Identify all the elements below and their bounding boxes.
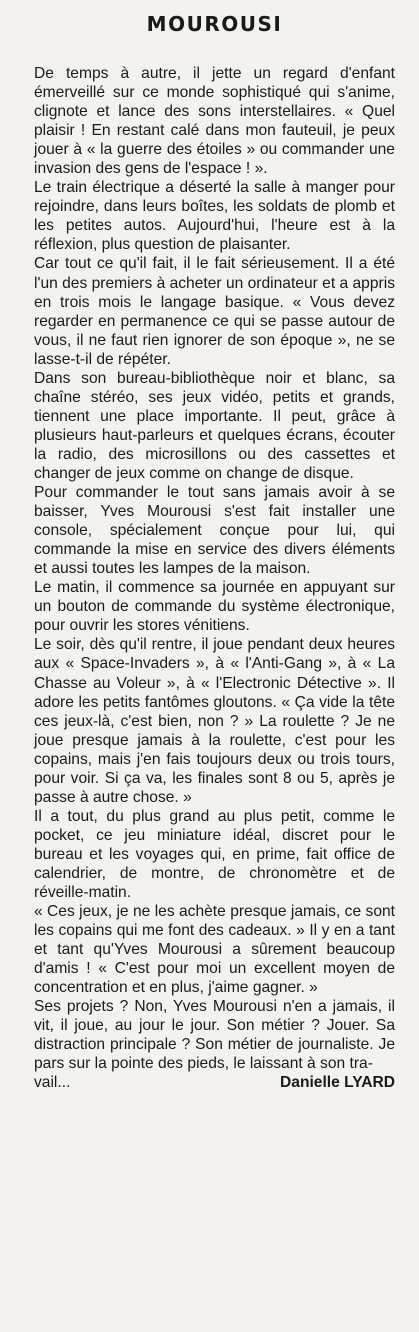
paragraph: Pour commander le tout sans jamais avoir à se baisser, Yves Mourousi s'est fait installer une console, spécialement conçue pour lui, qui commande la mise en service des divers éléments et aussi toutes les lampes de la maison. [34,484,395,578]
paragraph: Car tout ce qu'il fait, il le fait sérieusement. Il a été l'un des premiers à acheter un ordinateur et a appris en trois mois le langage basique. « Vous devez regarder en permanence ce qui se passe autour de vous, il ne faut rien ignorer de son époque », ne se lasse-t-il de répéter. [34,255,395,368]
paragraph: Dans son bureau-bibliothèque noir et blanc, sa chaîne stéréo, ses jeux vidéo, petits et grands, tiennent une place importante. Il peut, grâce à plusieurs haut-parleurs et quelques écrans, écouter la radio, des microsillons ou des cassettes et changer de jeux comme on change de disque. [34,369,395,482]
page-title: MOUROUSI [146,12,283,36]
paragraph: Ses projets ? Non, Yves Mourousi n'en a jamais, il vit, il joue, au jour le jour. Son métier ? Jouer. Sa distraction principale ? Son métier de journaliste. Je pars sur la pointe des pieds, le laissant à son tra- [34,998,395,1073]
author-signature: Danielle LYARD [280,1074,395,1092]
article-body [34,64,395,1093]
closing-fragment: vail... [34,1074,71,1092]
paragraph: Le train électrique a déserté la salle à manger pour rejoindre, dans leurs boîtes, les soldats de plomb et les petites autos. Aujourd'hui, l'heure est à la réflexion, plus question de plaisanter. [34,179,395,254]
paragraph: De temps à autre, il jette un regard d'enfant émerveillé sur ce monde sophistiqué qui s'anime, clignote et lance des sons interstellaires. « Quel plaisir ! En restant calé dans mon fauteuil, je peux jouer à « la guerre des étoiles » ou commander une invasion des gens de l'espace ! ». [34,65,395,178]
paragraph: Le matin, il commence sa journée en appuyant sur un bouton de commande du système électronique, pour ouvrir les stores vénitiens. [34,579,395,635]
paragraph: Il a tout, du plus grand au plus petit, comme le pocket, ce jeu miniature idéal, discret pour le bureau et les voyages qui, en prime, fait office de calendrier, de montre, de chronomètre et de réveille-matin. [34,807,395,902]
paragraph: « Ces jeux, je ne les achète presque jamais, ce sont les copains qui me font des cadeaux. » Il y en a tant et tant qu'Yves Mourousi a sûrement beaucoup d'amis ! « C'est pour moi un excellent moyen de concentration et en plus, j'aime gagner. » [34,903,395,997]
closing-line [34,1073,395,1092]
paragraph: Le soir, dès qu'il rentre, il joue pendant deux heures aux « Space-Invaders », à « l'Anti-Gang », à « La Chasse au Voleur », à « l'Electronic Détective ». Il adore les petits fantômes gloutons. « Ça vide la tête ces jeux-là, c'est bien, non ? » La roulette ? Je ne joue presque jamais à la roulette, c'est pour les copains, mais j'en fais toujours deux ou trois tours, pour voir. Si ça va, les finales sont 8 ou 5, après je passe à autre chose. » [34,636,395,806]
